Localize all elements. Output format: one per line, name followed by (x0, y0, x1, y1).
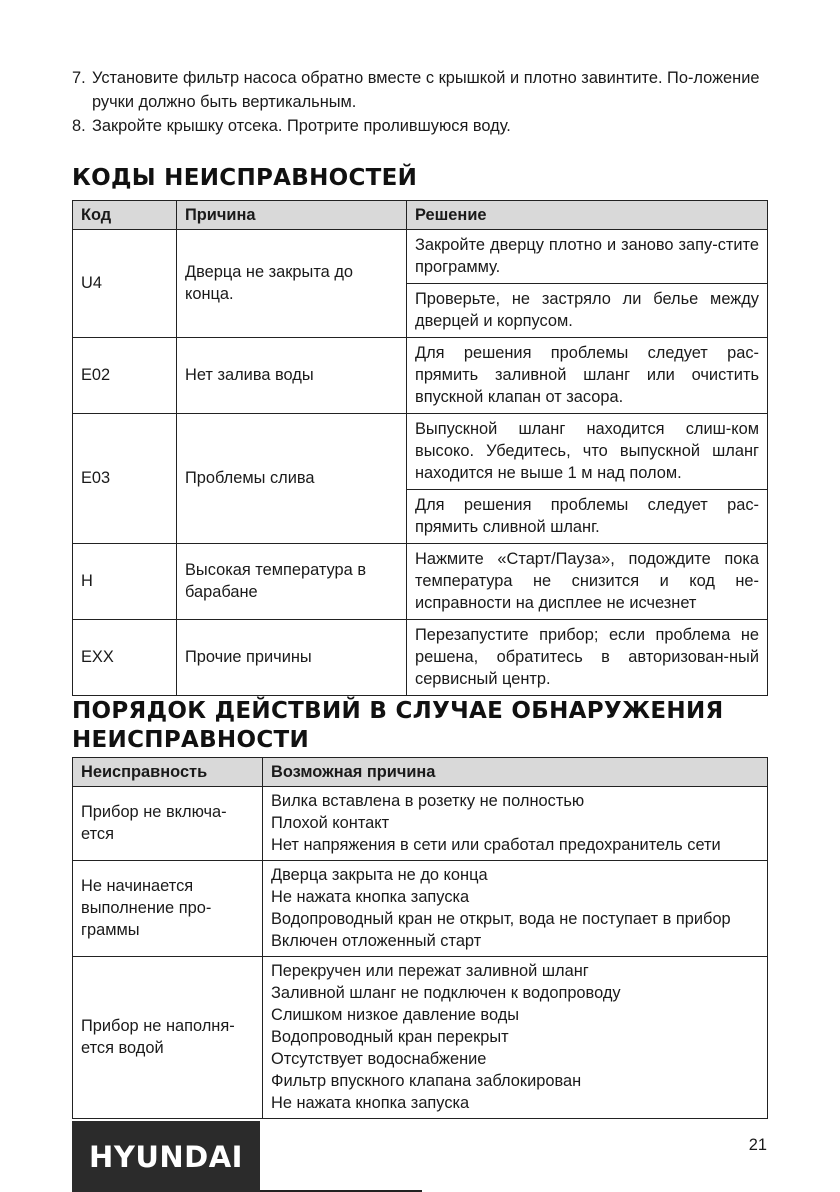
fault-description: Прибор не наполня-ется водой (73, 957, 263, 1119)
possible-causes (263, 861, 768, 957)
cause-item: Дверца закрыта не до конца (271, 866, 488, 884)
step-text: Закройте крышку отсека. Протрите пролившуюся воду. (92, 117, 511, 135)
fault-description: Прибор не включа-ется (73, 787, 263, 861)
column-header-cause: Причина (177, 201, 407, 230)
error-cause: Проблемы слива (177, 414, 407, 544)
error-codes-table (72, 200, 768, 696)
column-header-code: Код (73, 201, 177, 230)
cause-item: Фильтр впускного клапана заблокирован (271, 1072, 582, 1090)
error-solution: Перезапустите прибор; если проблема не решена, обратитесь в авторизован-ный сервисный центр. (407, 620, 768, 696)
table-row (73, 230, 768, 284)
column-header-fault: Неисправность (73, 758, 263, 787)
cause-item: Слишком низкое давление воды (271, 1006, 520, 1024)
table-row (73, 544, 768, 620)
possible-causes (263, 787, 768, 861)
step-number: 7. (72, 69, 86, 87)
error-solution: Нажмите «Старт/Пауза», подождите пока температура не снизится и код не-исправности на дисплее не исчезнет (407, 544, 768, 620)
column-header-solution: Решение (407, 201, 768, 230)
step-item (72, 66, 768, 114)
error-solution: Выпускной шланг находится слиш-ком высоко. Убедитесь, что выпускной шланг находится не выше 1 м над полом. (407, 414, 768, 490)
step-number: 8. (72, 117, 86, 135)
error-cause: Нет залива воды (177, 338, 407, 414)
cause-item: Включен отложенный старт (271, 932, 482, 950)
error-cause: Дверца не закрыта до конца. (177, 230, 407, 338)
possible-causes (263, 957, 768, 1119)
error-code: EXX (73, 620, 177, 696)
table-row (73, 861, 768, 957)
fault-description: Не начинается выполнение про-граммы (73, 861, 263, 957)
error-solution: Проверьте, не застряло ли белье между дверцей и корпусом. (407, 284, 768, 338)
error-solution: Для решения проблемы следует рас-прямить заливной шланг или очистить впускной клапан от засора. (407, 338, 768, 414)
table-header-row (73, 201, 768, 230)
error-cause: Прочие причины (177, 620, 407, 696)
table-row (73, 787, 768, 861)
step-text: Установите фильтр насоса обратно вместе с крышкой и плотно завинтите. По-ложение ручки должно быть вертикальным. (92, 69, 760, 111)
error-code: E02 (73, 338, 177, 414)
cause-item: Перекручен или пережат заливной шланг (271, 962, 589, 980)
error-code: H (73, 544, 177, 620)
instruction-steps (72, 66, 768, 138)
table-row (73, 338, 768, 414)
error-codes-heading: КОДЫ НЕИСПРАВНОСТЕЙ (72, 165, 418, 191)
brand-logo: HYUNDAI (72, 1121, 260, 1192)
error-solution: Закройте дверцу плотно и заново запу-стите программу. (407, 230, 768, 284)
column-header-possible-cause: Возможная причина (263, 758, 768, 787)
troubleshooting-table (72, 757, 768, 1119)
step-item (72, 114, 768, 138)
cause-item: Водопроводный кран перекрыт (271, 1028, 509, 1046)
table-header-row (73, 758, 768, 787)
cause-item: Заливной шланг не подключен к водопроводу (271, 984, 621, 1002)
table-row (73, 620, 768, 696)
table-row (73, 957, 768, 1119)
cause-item: Вилка вставлена в розетку не полностью (271, 792, 585, 810)
cause-item: Не нажата кнопка запуска (271, 888, 470, 906)
error-solution: Для решения проблемы следует рас-прямить сливной шланг. (407, 490, 768, 544)
cause-item: Отсутствует водоснабжение (271, 1050, 487, 1068)
cause-item: Водопроводный кран не открыт, вода не поступает в прибор (271, 910, 731, 928)
error-cause: Высокая температура в барабане (177, 544, 407, 620)
error-code: U4 (73, 230, 177, 338)
troubleshooting-heading: ПОРЯДОК ДЕЙСТВИЙ В СЛУЧАЕ ОБНАРУЖЕНИЯ НЕИСПРАВНОСТИ (72, 698, 724, 753)
table-row (73, 414, 768, 490)
cause-item: Не нажата кнопка запуска (271, 1094, 470, 1112)
error-code: E03 (73, 414, 177, 544)
page-number: 21 (748, 1136, 767, 1154)
cause-item: Нет напряжения в сети или сработал предохранитель сети (271, 836, 721, 854)
cause-item: Плохой контакт (271, 814, 390, 832)
